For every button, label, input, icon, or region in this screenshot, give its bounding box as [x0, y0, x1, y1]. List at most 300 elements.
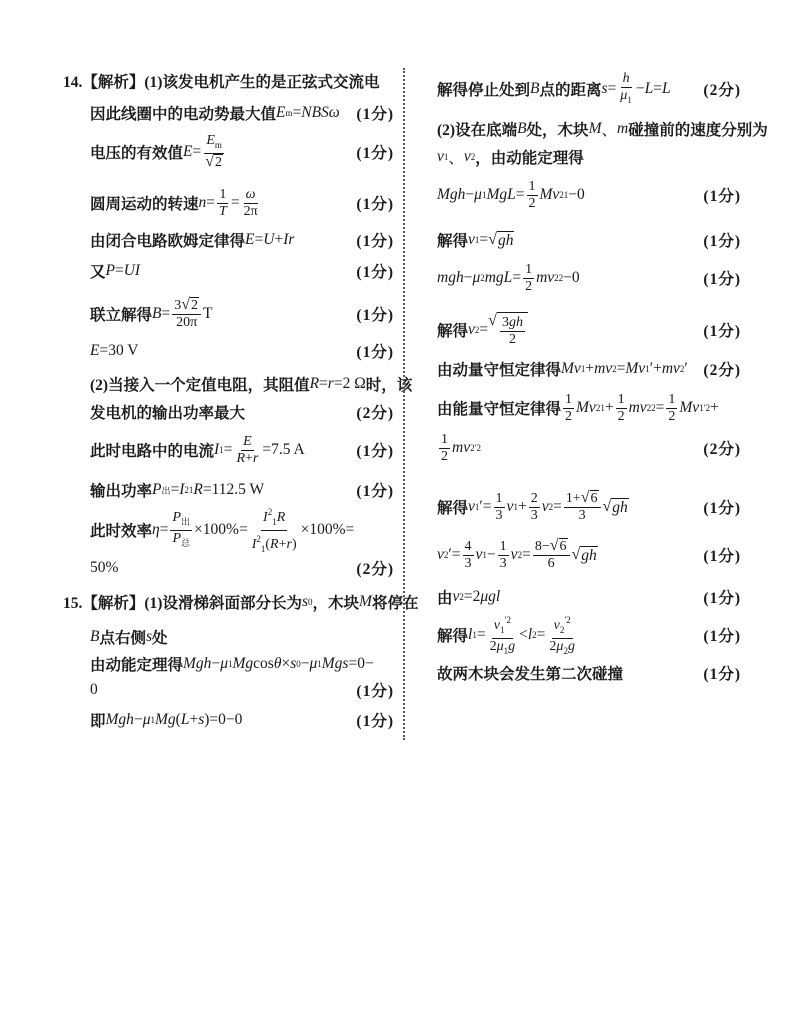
text-run: (2)当接入一个定值电阻，其阻值: [90, 377, 310, 394]
math-text: 、: [601, 122, 617, 139]
math-text: 1: [525, 261, 533, 277]
score-label: (1分): [703, 548, 741, 565]
text-run: 由: [437, 590, 453, 607]
math-variable: B: [152, 305, 162, 322]
text-run: 联立解得: [90, 307, 153, 324]
math-text: )=0−0: [204, 711, 243, 728]
math-variable: L: [661, 80, 671, 97]
fraction: [547, 612, 577, 659]
math-text: 2π: [243, 203, 258, 219]
math-variable: mgL: [484, 269, 513, 286]
answer-line: [437, 489, 741, 525]
math-variable: T: [219, 203, 227, 219]
radicand: [214, 154, 223, 171]
subscript: 1: [474, 502, 480, 512]
math-variable: Mv: [625, 360, 646, 377]
math-variable: mv: [661, 360, 680, 377]
math-text: 2: [215, 155, 223, 170]
math-text: =: [616, 360, 626, 377]
math-text: =: [655, 399, 665, 416]
fraction: [523, 262, 534, 295]
fraction: [203, 133, 225, 171]
answer-line: [437, 430, 741, 466]
math-variable: mv: [628, 399, 647, 416]
answer-line: [90, 296, 394, 332]
math-text: =: [515, 186, 525, 203]
math-text: ×: [281, 655, 291, 672]
answer-line: [437, 139, 741, 175]
math-text: 2: [565, 408, 573, 424]
denominator: [217, 204, 229, 220]
line-content: [90, 373, 412, 395]
math-variable: μ: [220, 655, 228, 672]
answer-line: [90, 432, 394, 468]
superscript: 2: [184, 485, 189, 495]
math-variable: B: [530, 80, 540, 97]
score-label: (1分): [356, 713, 394, 730]
math-text: 3: [530, 507, 538, 523]
question-label: 14.【解析】: [63, 74, 145, 91]
subscript: 1: [227, 659, 233, 669]
math-text: 3: [501, 315, 509, 330]
math-text: 3: [464, 555, 472, 571]
answer-line: [437, 655, 741, 691]
math-text: +: [245, 450, 253, 466]
text-run: 由动量守恒定律得: [437, 362, 562, 379]
math-variable: R: [236, 450, 245, 466]
radical-sign: √: [602, 497, 612, 515]
math-text: 3: [495, 507, 503, 523]
math-variable: v: [475, 546, 483, 563]
superscript: 2: [559, 190, 564, 200]
math-variable: R: [309, 375, 320, 392]
score-label: (2分): [356, 405, 394, 422]
math-text: −: [463, 269, 473, 286]
math-variable: mv: [536, 269, 555, 286]
math-variable: r: [286, 536, 292, 552]
score-label: (1分): [356, 443, 394, 460]
text-run: (1)该发电机产生的是正弦式交流电: [144, 74, 380, 91]
answer-line: [90, 185, 394, 221]
line-content: [437, 179, 703, 212]
line-content: [437, 358, 703, 380]
math-text: 6: [590, 491, 598, 506]
subscript: m: [214, 140, 222, 150]
subscript: 2: [651, 403, 656, 413]
math-text: 1: [219, 186, 227, 202]
subscript: 1: [580, 364, 586, 374]
subscript: 2: [517, 550, 523, 560]
math-variable: v: [553, 617, 560, 633]
score-label: (1分): [356, 683, 394, 700]
subscript: m: [285, 108, 293, 118]
text-run: 此时电路中的电流: [90, 443, 215, 460]
fraction: [498, 539, 509, 572]
math-text: 1: [495, 490, 503, 506]
math-text: cos: [253, 655, 274, 672]
subscript: 1: [482, 550, 487, 560]
math-text: =: [479, 321, 489, 338]
text-run: 因此线圈中的电动势最大值: [90, 106, 277, 123]
radical-sign: √: [488, 312, 497, 329]
score-label: (2分): [703, 441, 741, 458]
line-content: [90, 229, 356, 251]
math-text: =: [476, 626, 486, 643]
math-text: +: [278, 536, 287, 552]
math-variable: I: [214, 441, 220, 458]
math-variable: gh: [508, 315, 523, 330]
text-run: 点的距离: [539, 82, 602, 99]
score-label: (1分): [356, 233, 394, 250]
math-text: +: [274, 231, 284, 248]
numerator: [527, 179, 538, 196]
math-variable: Mg: [154, 711, 176, 728]
subscript: 2: [470, 443, 475, 453]
math-variable: μ: [472, 269, 481, 286]
subscript: 1: [503, 645, 509, 656]
numerator: [492, 612, 513, 639]
math-variable: L: [180, 711, 190, 728]
answer-line: [90, 253, 394, 289]
line-content: [437, 392, 741, 425]
math-variable: s: [601, 80, 608, 97]
square-root: [603, 498, 629, 517]
fraction: [494, 491, 505, 524]
numerator: [500, 315, 525, 332]
score-label: (1分): [703, 500, 741, 517]
math-text: <: [519, 626, 528, 643]
math-text: =: [159, 521, 169, 538]
score-label: (1分): [703, 628, 741, 645]
text-run: 点右侧: [99, 630, 146, 647]
square-root: [572, 546, 598, 565]
math-variable: μ: [309, 655, 318, 672]
math-text: =: [536, 626, 546, 643]
math-text: ×100%=: [194, 521, 248, 538]
subscript: 1: [272, 516, 277, 527]
math-text: −0: [563, 269, 580, 286]
math-text: =: [607, 80, 617, 97]
numerator: [564, 490, 601, 508]
fraction: [439, 432, 450, 465]
subscript: 1: [481, 190, 487, 200]
math-text: ′: [684, 360, 688, 377]
math-variable: R: [270, 536, 279, 552]
numerator: [563, 392, 574, 409]
radicand: [580, 546, 598, 565]
math-text: =0−: [348, 655, 374, 672]
line-content: [437, 229, 703, 251]
denominator: [527, 196, 538, 212]
radicand: [590, 490, 599, 507]
numerator: [217, 187, 228, 204]
denominator: [618, 88, 634, 108]
math-text: =7.5 A: [262, 441, 305, 458]
line-content: [90, 709, 356, 731]
fraction: [250, 504, 299, 557]
numerator: [533, 538, 570, 556]
math-variable: Mgh: [437, 186, 466, 203]
line-content: [90, 187, 356, 220]
line-content: [437, 262, 703, 295]
superscript: 2: [595, 403, 601, 413]
answer-line: [90, 394, 394, 430]
math-variable: θ: [273, 655, 282, 672]
math-text: +: [189, 711, 199, 728]
math-text: =: [223, 441, 233, 458]
denominator: [546, 556, 557, 572]
math-text: =: [319, 375, 328, 392]
math-text: =2: [463, 588, 481, 605]
numerator: [261, 504, 287, 531]
math-variable: E: [206, 133, 215, 148]
text-run: 故两木块会发生第二次碰撞: [437, 666, 624, 683]
math-variable: I: [179, 481, 185, 498]
answer-line: [437, 177, 741, 213]
fraction: [527, 179, 538, 212]
question-label: 15.【解析】: [63, 595, 145, 612]
line-content: [90, 681, 356, 699]
math-text: 1: [617, 391, 625, 407]
math-variable: R: [276, 509, 286, 525]
math-variable: v: [468, 498, 475, 515]
math-variable: NBSω: [301, 104, 340, 121]
score-label: (1分): [703, 590, 741, 607]
math-variable: L: [644, 80, 654, 97]
math-variable: Mv: [576, 399, 596, 416]
numerator: [621, 71, 632, 88]
numerator: [439, 432, 450, 449]
math-variable: Ir: [283, 231, 295, 248]
answer-line: [437, 579, 741, 615]
math-variable: v: [506, 498, 514, 515]
line-content: [63, 591, 418, 613]
numerator: [172, 297, 201, 315]
denominator: [529, 508, 540, 524]
fraction: [234, 434, 260, 467]
math-variable: v: [463, 148, 471, 165]
answer-line: [437, 71, 741, 107]
radical-sign: √: [549, 537, 559, 554]
math-text: 3: [174, 298, 182, 313]
superscript: ′2: [703, 403, 711, 413]
square-root: [205, 154, 223, 171]
math-variable: E: [183, 143, 193, 160]
math-variable: Mv: [561, 360, 581, 377]
score-label: (2分): [703, 362, 741, 379]
subscript: 1: [472, 630, 477, 640]
line-content: [437, 118, 768, 140]
subscript: 1: [219, 445, 224, 455]
math-variable: μgl: [480, 588, 501, 605]
square-root: [550, 538, 568, 555]
math-variable: P: [172, 530, 182, 546]
subscript: 1: [699, 403, 704, 413]
text-run: 处: [152, 630, 168, 647]
fraction: [616, 392, 627, 425]
text-run: 即: [90, 713, 106, 730]
answer-line: [90, 134, 394, 170]
subscript: 2: [532, 630, 537, 640]
math-text: (: [175, 711, 181, 728]
radicand: [497, 312, 528, 348]
radicand: [611, 498, 629, 517]
math-text: ′+: [649, 360, 662, 377]
math-variable: v: [510, 546, 518, 563]
answer-line: [90, 333, 394, 369]
answer-line: [63, 63, 394, 99]
numerator: [529, 491, 540, 508]
answer-line: [437, 614, 741, 656]
text-run: ，木块: [312, 595, 360, 612]
text-run: 解得: [437, 323, 469, 340]
subscript: 2: [559, 624, 565, 635]
math-text: 1: [668, 391, 676, 407]
math-variable: MgL: [486, 186, 516, 203]
math-text: 2: [191, 298, 199, 313]
subscript: 1: [443, 152, 449, 162]
math-text: −0: [568, 186, 585, 203]
answer-line: [437, 312, 741, 348]
numerator: [616, 392, 627, 409]
radical-sign: √: [488, 230, 497, 248]
subscript: 2: [679, 364, 685, 374]
math-variable: mv: [452, 439, 471, 456]
line-content: [437, 662, 703, 684]
denominator: [242, 204, 260, 220]
math-variable: l: [527, 626, 533, 643]
math-variable: B: [517, 120, 527, 137]
line-content: [437, 586, 703, 608]
score-label: (1分): [703, 666, 741, 683]
text-run: ，由动能定理得: [475, 150, 584, 167]
subscript: 2: [480, 273, 485, 283]
denominator: [666, 409, 677, 425]
numerator: [244, 187, 258, 204]
denominator: [507, 332, 518, 348]
text-run: 由闭合电路欧姆定律得: [90, 233, 246, 250]
math-variable: s: [301, 593, 309, 610]
line-content: [437, 490, 703, 524]
line-content: [437, 538, 703, 572]
math-variable: n: [198, 194, 207, 211]
math-text: =: [230, 194, 240, 211]
math-text: =: [653, 80, 662, 97]
math-variable: P: [152, 481, 162, 498]
math-text: 3: [578, 508, 586, 523]
numerator: [498, 539, 509, 556]
math-text: +: [585, 360, 595, 377]
text-run: 碰撞前的速度分别为: [628, 122, 768, 139]
math-text: ′=: [448, 546, 461, 563]
math-text: 1: [565, 391, 573, 407]
radical-sign: √: [205, 153, 215, 170]
subscript: 1: [645, 364, 650, 374]
score-label: (1分): [356, 106, 394, 123]
answer-line: [437, 260, 741, 296]
radical-sign: √: [580, 489, 590, 506]
math-text: 、: [448, 150, 464, 167]
math-text: ): [291, 536, 297, 552]
numerator: [666, 392, 677, 409]
fraction: [488, 612, 518, 659]
line-content: [63, 70, 394, 92]
math-variable: r: [252, 450, 259, 466]
subscript: 出: [161, 485, 171, 496]
math-text: 6: [559, 539, 567, 554]
math-variable: M: [359, 593, 372, 610]
subscript: 总: [181, 537, 191, 548]
math-variable: R: [193, 481, 203, 498]
math-text: 8−: [534, 539, 550, 554]
line-content: [90, 342, 356, 360]
score-label: (1分): [356, 344, 394, 361]
math-text: 1+: [565, 491, 581, 506]
numerator: [552, 612, 573, 639]
line-content: [90, 401, 356, 423]
square-root: [181, 297, 199, 314]
math-variable: E: [276, 104, 286, 121]
math-variable: Mg: [232, 655, 254, 672]
text-run: (1)设滑梯斜面部分长为: [144, 595, 302, 612]
math-text: =: [522, 546, 531, 563]
subscript: 1: [317, 659, 322, 669]
subscript: 2: [443, 550, 449, 560]
math-text: =: [254, 231, 264, 248]
denominator: [523, 279, 534, 295]
math-text: 1: [499, 538, 507, 554]
superscript: 2: [267, 506, 273, 517]
math-text: =: [170, 481, 180, 498]
line-content: [437, 71, 703, 108]
subscript: 1: [474, 235, 480, 245]
denominator: [463, 556, 474, 572]
text-run: 处，木块: [526, 122, 589, 139]
text-run: 将停在: [371, 595, 419, 612]
math-text: =: [161, 305, 171, 322]
score-label: (1分): [356, 145, 394, 162]
numerator: [463, 539, 474, 556]
denominator: [174, 315, 199, 331]
math-variable: Mgh: [105, 711, 134, 728]
math-text: 2: [668, 408, 676, 424]
score-label: (1分): [703, 271, 741, 288]
denominator: [498, 556, 509, 572]
denominator: [170, 531, 192, 551]
radicand: [497, 231, 515, 250]
math-variable: ω: [245, 186, 256, 202]
subscript: 0: [296, 659, 301, 669]
math-text: 3: [499, 555, 507, 571]
math-variable: v: [468, 321, 475, 338]
math-variable: M: [588, 120, 602, 137]
subscript: 1: [188, 485, 194, 495]
subscript: 1: [513, 502, 518, 512]
fraction: [217, 187, 229, 220]
math-text: T: [203, 305, 213, 322]
math-variable: m: [617, 120, 629, 137]
math-variable: I: [263, 509, 268, 525]
score-label: (1分): [356, 307, 394, 324]
line-content: [90, 133, 356, 171]
text-run: 解得停止处到: [437, 82, 531, 99]
numerator: [494, 491, 505, 508]
superscript: ′2: [474, 443, 482, 453]
math-variable: v: [541, 498, 549, 515]
math-variable: r: [327, 375, 334, 392]
line-content: [437, 432, 703, 465]
math-text: −: [211, 655, 221, 672]
